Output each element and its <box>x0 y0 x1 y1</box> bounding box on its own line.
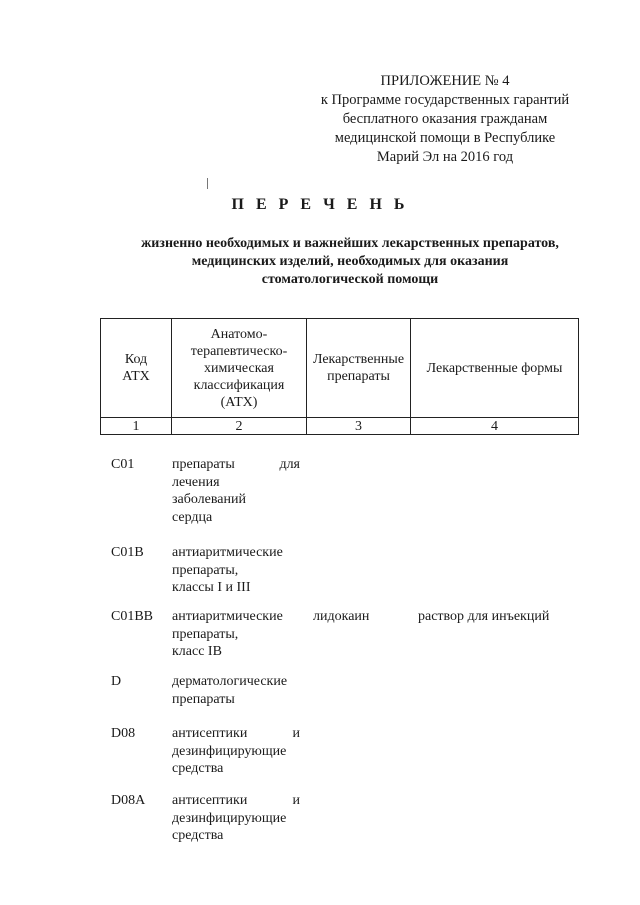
document-title: П Е Р Е Ч Е Н Ь <box>231 196 409 213</box>
column-number: 4 <box>411 418 579 435</box>
header-cell-classification: Анатомо- терапевтическо- химическая классификация (АТХ) <box>172 319 307 418</box>
appendix-heading: ПРИЛОЖЕНИЕ № 4 <box>380 73 510 89</box>
atc-classification: препараты для лечения заболеваний сердца <box>172 457 300 525</box>
appendix-line: к Программе государственных гарантий <box>320 92 570 108</box>
atc-code: C01BB <box>111 609 154 624</box>
column-number: 3 <box>307 418 411 435</box>
appendix-line: медицинской помощи в Республике <box>334 130 556 146</box>
atc-code: D08 <box>111 726 136 741</box>
header-cell-forms: Лекарственные формы <box>411 319 579 418</box>
atc-code: D08A <box>111 793 146 808</box>
drug-name: лидокаин <box>313 609 370 624</box>
subtitle-line: стоматологической помощи <box>261 272 439 287</box>
subtitle-line: медицинских изделий, необходимых для оказания <box>191 254 509 269</box>
appendix-line: Марий Эл на 2016 год <box>376 149 514 165</box>
header-cell-code: Код АТХ <box>101 319 172 418</box>
header-cell-drugs: Лекарственные препараты <box>307 319 411 418</box>
appendix-line: бесплатного оказания гражданам <box>342 111 548 127</box>
atc-code: C01B <box>111 545 144 560</box>
atc-classification: антиаритмические препараты, класс IB <box>172 609 283 659</box>
column-number: 2 <box>172 418 307 435</box>
atc-classification: дерматологические препараты <box>172 674 288 707</box>
atc-code: D <box>111 674 122 689</box>
atc-classification: антисептики и дезинфицирующие средства <box>172 793 300 843</box>
atc-classification: антиаритмические препараты, классы I и III <box>172 545 283 595</box>
atc-code: C01 <box>111 457 135 472</box>
subtitle-line: жизненно необходимых и важнейших лекарственных препаратов, <box>141 236 559 251</box>
column-number: 1 <box>101 418 172 435</box>
atc-classification: антисептики и дезинфицирующие средства <box>172 726 300 776</box>
dosage-form: раствор для инъекций <box>418 609 550 624</box>
